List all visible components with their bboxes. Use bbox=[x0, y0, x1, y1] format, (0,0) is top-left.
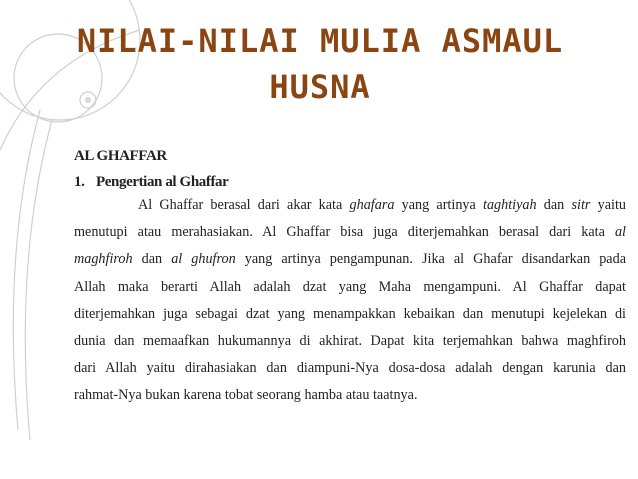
text-run: Allah maka berarti Allah adalah dzat yang Maha mengampuni. Al Ghaffar dapat bbox=[74, 278, 626, 295]
slide-content bbox=[74, 146, 626, 410]
deco-arc-left bbox=[13, 110, 40, 430]
title-line-1: NILAI-NILAI MULIA ASMAUL bbox=[76, 22, 564, 60]
subheading-text: Pengertian al Ghaffar bbox=[96, 174, 229, 190]
italic-term: sitr bbox=[571, 197, 591, 213]
deco-arc-left-2 bbox=[25, 120, 52, 440]
paragraph-line bbox=[74, 382, 626, 409]
text-run: menutupi atau merahasiakan. Al Ghaffar bisa juga diterjemahkan berasal dari kata bbox=[74, 224, 615, 241]
text-run: Al Ghaffar berasal dari akar kata bbox=[138, 197, 350, 213]
text-run: diterjemahkan juga sebagai dzat yang menampakkan kebaikan dan menutupi kejelekan di bbox=[74, 305, 626, 322]
italic-term: al ghufron bbox=[171, 251, 236, 268]
text-run: yang artinya bbox=[394, 197, 483, 213]
title-line-2: HUSNA bbox=[269, 68, 371, 106]
italic-term: al bbox=[614, 224, 626, 241]
text-run: rahmat-Nya bukan karena tobat seorang hamba atau taatnya. bbox=[74, 387, 418, 404]
text-run: yaitu bbox=[590, 197, 626, 213]
subheading bbox=[74, 172, 626, 192]
paragraph-line bbox=[74, 355, 626, 382]
text-run: dunia dan memaafkan hukumannya di akhirat. Dapat kita terjemahkan bahwa maghfiroh bbox=[74, 333, 626, 350]
slide-title bbox=[40, 18, 600, 110]
subheading-number: 1. bbox=[74, 174, 85, 190]
paragraph-line bbox=[74, 192, 626, 219]
paragraph-line bbox=[74, 274, 626, 301]
italic-term: maghfiroh bbox=[74, 251, 133, 268]
text-run: dari Allah yaitu dirahasiakan dan diampuni-Nya dosa-dosa adalah dengan karunia dan bbox=[74, 360, 626, 377]
italic-term: taghtiyah bbox=[483, 197, 537, 213]
paragraph bbox=[74, 192, 626, 410]
paragraph-line bbox=[74, 328, 626, 355]
text-run: dan bbox=[536, 197, 572, 213]
paragraph-line bbox=[74, 219, 626, 246]
text-run: yang artinya pengampunan. Jika al Ghafar disandarkan pada bbox=[235, 251, 626, 268]
text-run: dan bbox=[132, 251, 172, 268]
italic-term: ghafara bbox=[349, 197, 395, 213]
section-heading: AL GHAFFAR bbox=[74, 148, 167, 164]
paragraph-line bbox=[74, 301, 626, 328]
paragraph-line bbox=[74, 246, 626, 273]
